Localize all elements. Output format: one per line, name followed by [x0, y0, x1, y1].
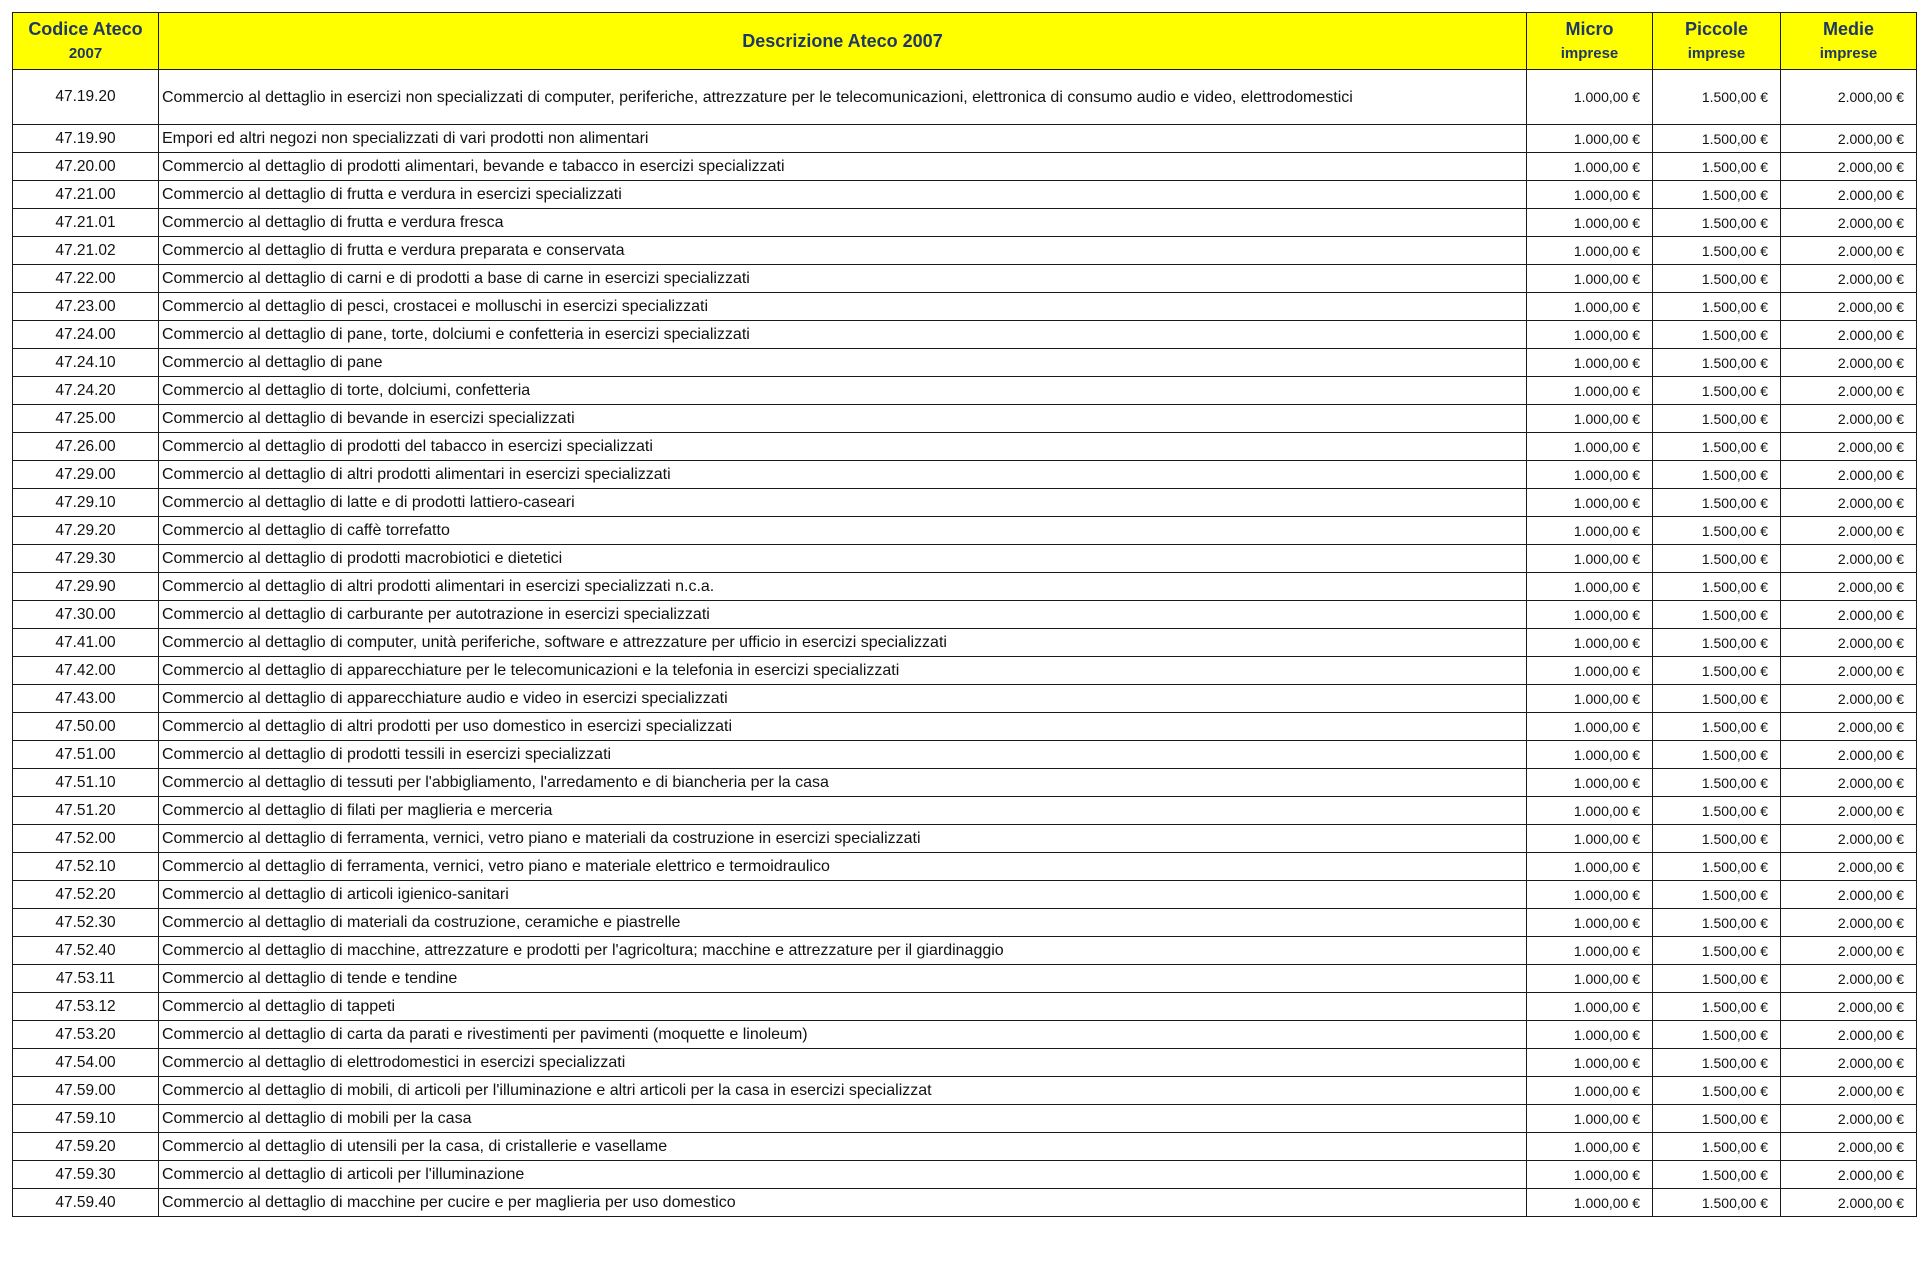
row-code: 47.29.00 — [13, 461, 159, 489]
row-medium-amount: 2.000,00 € — [1781, 293, 1917, 321]
table-row — [13, 601, 1917, 629]
row-medium-amount: 2.000,00 € — [1781, 1021, 1917, 1049]
row-code: 47.29.10 — [13, 489, 159, 517]
row-small-amount: 1.500,00 € — [1653, 825, 1781, 853]
row-code: 47.51.10 — [13, 769, 159, 797]
row-description: Commercio al dettaglio di tende e tendine — [159, 965, 1527, 993]
row-code: 47.59.30 — [13, 1161, 159, 1189]
row-micro-amount: 1.000,00 € — [1527, 769, 1653, 797]
row-medium-amount: 2.000,00 € — [1781, 349, 1917, 377]
row-medium-amount: 2.000,00 € — [1781, 685, 1917, 713]
row-medium-amount: 2.000,00 € — [1781, 265, 1917, 293]
row-code: 47.59.00 — [13, 1077, 159, 1105]
table-row — [13, 937, 1917, 965]
row-medium-amount: 2.000,00 € — [1781, 545, 1917, 573]
row-small-amount: 1.500,00 € — [1653, 1049, 1781, 1077]
table-row — [13, 153, 1917, 181]
row-medium-amount: 2.000,00 € — [1781, 769, 1917, 797]
table-row — [13, 125, 1917, 153]
row-medium-amount: 2.000,00 € — [1781, 713, 1917, 741]
row-description: Commercio al dettaglio di frutta e verdura in esercizi specializzati — [159, 181, 1527, 209]
table-row — [13, 405, 1917, 433]
row-code: 47.52.40 — [13, 937, 159, 965]
row-description: Commercio al dettaglio di frutta e verdura preparata e conservata — [159, 237, 1527, 265]
row-code: 47.43.00 — [13, 685, 159, 713]
row-micro-amount: 1.000,00 € — [1527, 293, 1653, 321]
row-description: Commercio al dettaglio di caffè torrefatto — [159, 517, 1527, 545]
row-code: 47.23.00 — [13, 293, 159, 321]
row-description: Commercio al dettaglio di altri prodotti alimentari in esercizi specializzati n.c.a. — [159, 573, 1527, 601]
row-code: 47.29.90 — [13, 573, 159, 601]
row-code: 47.50.00 — [13, 713, 159, 741]
header-code — [13, 13, 159, 70]
row-medium-amount: 2.000,00 € — [1781, 237, 1917, 265]
row-small-amount: 1.500,00 € — [1653, 573, 1781, 601]
row-code: 47.52.00 — [13, 825, 159, 853]
row-small-amount: 1.500,00 € — [1653, 937, 1781, 965]
row-medium-amount: 2.000,00 € — [1781, 825, 1917, 853]
row-small-amount: 1.500,00 € — [1653, 517, 1781, 545]
row-code: 47.21.00 — [13, 181, 159, 209]
row-code: 47.24.00 — [13, 321, 159, 349]
table-row — [13, 713, 1917, 741]
row-medium-amount: 2.000,00 € — [1781, 321, 1917, 349]
table-row — [13, 825, 1917, 853]
row-description: Commercio al dettaglio di frutta e verdura fresca — [159, 209, 1527, 237]
row-small-amount: 1.500,00 € — [1653, 237, 1781, 265]
row-micro-amount: 1.000,00 € — [1527, 601, 1653, 629]
row-code: 47.20.00 — [13, 153, 159, 181]
row-small-amount: 1.500,00 € — [1653, 1161, 1781, 1189]
row-medium-amount: 2.000,00 € — [1781, 181, 1917, 209]
row-code: 47.22.00 — [13, 265, 159, 293]
row-small-amount: 1.500,00 € — [1653, 293, 1781, 321]
row-small-amount: 1.500,00 € — [1653, 1077, 1781, 1105]
row-medium-amount: 2.000,00 € — [1781, 1105, 1917, 1133]
row-description: Commercio al dettaglio di pane, torte, dolciumi e confetteria in esercizi specializzati — [159, 321, 1527, 349]
row-micro-amount: 1.000,00 € — [1527, 657, 1653, 685]
row-small-amount: 1.500,00 € — [1653, 881, 1781, 909]
row-code: 47.21.01 — [13, 209, 159, 237]
row-small-amount: 1.500,00 € — [1653, 657, 1781, 685]
row-micro-amount: 1.000,00 € — [1527, 965, 1653, 993]
row-description: Commercio al dettaglio di tessuti per l'abbigliamento, l'arredamento e di biancheria per la casa — [159, 769, 1527, 797]
table-row — [13, 377, 1917, 405]
row-code: 47.52.10 — [13, 853, 159, 881]
row-description: Commercio al dettaglio di prodotti macrobiotici e dietetici — [159, 545, 1527, 573]
row-description: Commercio al dettaglio di tappeti — [159, 993, 1527, 1021]
row-medium-amount: 2.000,00 € — [1781, 909, 1917, 937]
row-medium-amount: 2.000,00 € — [1781, 657, 1917, 685]
row-code: 47.24.20 — [13, 377, 159, 405]
row-micro-amount: 1.000,00 € — [1527, 405, 1653, 433]
row-description: Commercio al dettaglio di utensili per la casa, di cristallerie e vasellame — [159, 1133, 1527, 1161]
table-row — [13, 489, 1917, 517]
row-code: 47.59.10 — [13, 1105, 159, 1133]
row-description: Commercio al dettaglio di bevande in esercizi specializzati — [159, 405, 1527, 433]
row-code: 47.24.10 — [13, 349, 159, 377]
row-description: Commercio al dettaglio di mobili per la casa — [159, 1105, 1527, 1133]
row-small-amount: 1.500,00 € — [1653, 685, 1781, 713]
row-small-amount: 1.500,00 € — [1653, 853, 1781, 881]
row-small-amount: 1.500,00 € — [1653, 545, 1781, 573]
row-medium-amount: 2.000,00 € — [1781, 1161, 1917, 1189]
row-micro-amount: 1.000,00 € — [1527, 181, 1653, 209]
row-code: 47.29.30 — [13, 545, 159, 573]
row-micro-amount: 1.000,00 € — [1527, 881, 1653, 909]
row-code: 47.59.40 — [13, 1189, 159, 1217]
header-medium-label: Medie — [1822, 19, 1874, 39]
table-row — [13, 1105, 1917, 1133]
row-micro-amount: 1.000,00 € — [1527, 349, 1653, 377]
table-row — [13, 209, 1917, 237]
row-medium-amount: 2.000,00 € — [1781, 797, 1917, 825]
row-micro-amount: 1.000,00 € — [1527, 741, 1653, 769]
row-small-amount: 1.500,00 € — [1653, 741, 1781, 769]
row-micro-amount: 1.000,00 € — [1527, 573, 1653, 601]
row-micro-amount: 1.000,00 € — [1527, 797, 1653, 825]
row-medium-amount: 2.000,00 € — [1781, 70, 1917, 125]
table-row — [13, 853, 1917, 881]
table-row — [13, 517, 1917, 545]
row-micro-amount: 1.000,00 € — [1527, 125, 1653, 153]
row-code: 47.52.20 — [13, 881, 159, 909]
row-micro-amount: 1.000,00 € — [1527, 1049, 1653, 1077]
row-small-amount: 1.500,00 € — [1653, 125, 1781, 153]
row-description: Commercio al dettaglio di articoli igienico-sanitari — [159, 881, 1527, 909]
row-small-amount: 1.500,00 € — [1653, 433, 1781, 461]
row-description: Commercio al dettaglio di materiali da costruzione, ceramiche e piastrelle — [159, 909, 1527, 937]
row-micro-amount: 1.000,00 € — [1527, 1189, 1653, 1217]
table-row — [13, 1161, 1917, 1189]
table-row — [13, 265, 1917, 293]
table-row — [13, 321, 1917, 349]
row-medium-amount: 2.000,00 € — [1781, 461, 1917, 489]
table-row — [13, 433, 1917, 461]
table-row — [13, 881, 1917, 909]
table-row — [13, 349, 1917, 377]
row-medium-amount: 2.000,00 € — [1781, 1049, 1917, 1077]
row-description: Commercio al dettaglio di elettrodomestici in esercizi specializzati — [159, 1049, 1527, 1077]
row-description: Commercio al dettaglio di mobili, di articoli per l'illuminazione e altri articoli per la casa in esercizi specializzat — [159, 1077, 1527, 1105]
row-code: 47.21.02 — [13, 237, 159, 265]
row-description: Commercio al dettaglio di macchine per cucire e per maglieria per uso domestico — [159, 1189, 1527, 1217]
row-description: Commercio al dettaglio di torte, dolciumi, confetteria — [159, 377, 1527, 405]
row-small-amount: 1.500,00 € — [1653, 181, 1781, 209]
row-medium-amount: 2.000,00 € — [1781, 993, 1917, 1021]
row-description: Commercio al dettaglio di articoli per l'illuminazione — [159, 1161, 1527, 1189]
row-micro-amount: 1.000,00 € — [1527, 153, 1653, 181]
row-code: 47.53.11 — [13, 965, 159, 993]
row-small-amount: 1.500,00 € — [1653, 629, 1781, 657]
row-micro-amount: 1.000,00 € — [1527, 629, 1653, 657]
header-micro-sub: imprese — [1560, 45, 1619, 62]
row-small-amount: 1.500,00 € — [1653, 461, 1781, 489]
table-row — [13, 1133, 1917, 1161]
header-small — [1653, 13, 1781, 70]
row-code: 47.51.00 — [13, 741, 159, 769]
row-medium-amount: 2.000,00 € — [1781, 517, 1917, 545]
row-micro-amount: 1.000,00 € — [1527, 825, 1653, 853]
row-description: Commercio al dettaglio di pane — [159, 349, 1527, 377]
row-micro-amount: 1.000,00 € — [1527, 237, 1653, 265]
row-code: 47.26.00 — [13, 433, 159, 461]
header-row — [13, 13, 1917, 70]
row-medium-amount: 2.000,00 € — [1781, 377, 1917, 405]
row-description: Commercio al dettaglio di prodotti del tabacco in esercizi specializzati — [159, 433, 1527, 461]
row-code: 47.53.20 — [13, 1021, 159, 1049]
row-micro-amount: 1.000,00 € — [1527, 1021, 1653, 1049]
row-medium-amount: 2.000,00 € — [1781, 629, 1917, 657]
row-small-amount: 1.500,00 € — [1653, 601, 1781, 629]
row-code: 47.25.00 — [13, 405, 159, 433]
row-medium-amount: 2.000,00 € — [1781, 573, 1917, 601]
row-code: 47.51.20 — [13, 797, 159, 825]
row-description: Commercio al dettaglio di computer, unità periferiche, software e attrezzature per ufficio in esercizi specializzati — [159, 629, 1527, 657]
row-micro-amount: 1.000,00 € — [1527, 209, 1653, 237]
row-medium-amount: 2.000,00 € — [1781, 937, 1917, 965]
row-micro-amount: 1.000,00 € — [1527, 937, 1653, 965]
row-medium-amount: 2.000,00 € — [1781, 209, 1917, 237]
row-medium-amount: 2.000,00 € — [1781, 433, 1917, 461]
row-micro-amount: 1.000,00 € — [1527, 713, 1653, 741]
table-header — [13, 13, 1917, 70]
row-code: 47.54.00 — [13, 1049, 159, 1077]
table-row — [13, 461, 1917, 489]
row-code: 47.42.00 — [13, 657, 159, 685]
row-small-amount: 1.500,00 € — [1653, 1189, 1781, 1217]
row-micro-amount: 1.000,00 € — [1527, 909, 1653, 937]
row-medium-amount: 2.000,00 € — [1781, 153, 1917, 181]
row-micro-amount: 1.000,00 € — [1527, 70, 1653, 125]
header-description-label: Descrizione Ateco 2007 — [742, 31, 943, 51]
row-small-amount: 1.500,00 € — [1653, 209, 1781, 237]
row-small-amount: 1.500,00 € — [1653, 70, 1781, 125]
table-row — [13, 1189, 1917, 1217]
row-code: 47.30.00 — [13, 601, 159, 629]
table-row — [13, 685, 1917, 713]
header-micro — [1527, 13, 1653, 70]
row-small-amount: 1.500,00 € — [1653, 1021, 1781, 1049]
row-small-amount: 1.500,00 € — [1653, 377, 1781, 405]
row-small-amount: 1.500,00 € — [1653, 321, 1781, 349]
row-description: Commercio al dettaglio di prodotti tessili in esercizi specializzati — [159, 741, 1527, 769]
header-small-sub: imprese — [1687, 45, 1746, 62]
row-micro-amount: 1.000,00 € — [1527, 853, 1653, 881]
row-description: Commercio al dettaglio di apparecchiature audio e video in esercizi specializzati — [159, 685, 1527, 713]
row-small-amount: 1.500,00 € — [1653, 349, 1781, 377]
row-medium-amount: 2.000,00 € — [1781, 489, 1917, 517]
row-description: Commercio al dettaglio di latte e di prodotti lattiero-caseari — [159, 489, 1527, 517]
row-description: Commercio al dettaglio di prodotti alimentari, bevande e tabacco in esercizi specializzati — [159, 153, 1527, 181]
row-code: 47.59.20 — [13, 1133, 159, 1161]
header-code-label: Codice Ateco — [28, 19, 143, 39]
row-description: Commercio al dettaglio di filati per maglieria e merceria — [159, 797, 1527, 825]
row-small-amount: 1.500,00 € — [1653, 713, 1781, 741]
row-description: Commercio al dettaglio di carta da parati e rivestimenti per pavimenti (moquette e linoleum) — [159, 1021, 1527, 1049]
ateco-table — [12, 12, 1917, 1217]
row-description: Empori ed altri negozi non specializzati di vari prodotti non alimentari — [159, 125, 1527, 153]
table-row — [13, 993, 1917, 1021]
row-micro-amount: 1.000,00 € — [1527, 1077, 1653, 1105]
row-small-amount: 1.500,00 € — [1653, 489, 1781, 517]
header-description — [159, 13, 1527, 70]
row-code: 47.19.20 — [13, 70, 159, 125]
row-micro-amount: 1.000,00 € — [1527, 377, 1653, 405]
row-medium-amount: 2.000,00 € — [1781, 405, 1917, 433]
table-body — [13, 70, 1917, 1217]
table-row — [13, 629, 1917, 657]
row-small-amount: 1.500,00 € — [1653, 153, 1781, 181]
row-small-amount: 1.500,00 € — [1653, 993, 1781, 1021]
row-code: 47.53.12 — [13, 993, 159, 1021]
row-code: 47.19.90 — [13, 125, 159, 153]
row-code: 47.41.00 — [13, 629, 159, 657]
row-description: Commercio al dettaglio di ferramenta, vernici, vetro piano e materiale elettrico e termoidraulico — [159, 853, 1527, 881]
row-small-amount: 1.500,00 € — [1653, 1105, 1781, 1133]
table-row — [13, 769, 1917, 797]
row-micro-amount: 1.000,00 € — [1527, 685, 1653, 713]
table-row — [13, 1049, 1917, 1077]
row-micro-amount: 1.000,00 € — [1527, 1133, 1653, 1161]
row-micro-amount: 1.000,00 € — [1527, 461, 1653, 489]
table-row — [13, 741, 1917, 769]
row-small-amount: 1.500,00 € — [1653, 965, 1781, 993]
table-row — [13, 965, 1917, 993]
header-code-year: 2007 — [68, 45, 103, 62]
header-micro-label: Micro — [1565, 19, 1614, 39]
row-micro-amount: 1.000,00 € — [1527, 265, 1653, 293]
row-small-amount: 1.500,00 € — [1653, 797, 1781, 825]
row-description: Commercio al dettaglio in esercizi non specializzati di computer, periferiche, attrezzature per le telecomunicazioni, elettronica di consumo audio e video, elettrodomestici — [159, 70, 1527, 125]
header-small-label: Piccole — [1684, 19, 1749, 39]
row-small-amount: 1.500,00 € — [1653, 265, 1781, 293]
table-row — [13, 657, 1917, 685]
table-row — [13, 1021, 1917, 1049]
row-small-amount: 1.500,00 € — [1653, 405, 1781, 433]
row-micro-amount: 1.000,00 € — [1527, 1105, 1653, 1133]
table-row — [13, 181, 1917, 209]
table-row — [13, 909, 1917, 937]
row-medium-amount: 2.000,00 € — [1781, 853, 1917, 881]
row-medium-amount: 2.000,00 € — [1781, 601, 1917, 629]
row-micro-amount: 1.000,00 € — [1527, 1161, 1653, 1189]
row-medium-amount: 2.000,00 € — [1781, 125, 1917, 153]
row-micro-amount: 1.000,00 € — [1527, 517, 1653, 545]
row-small-amount: 1.500,00 € — [1653, 1133, 1781, 1161]
table-row — [13, 1077, 1917, 1105]
row-small-amount: 1.500,00 € — [1653, 909, 1781, 937]
row-micro-amount: 1.000,00 € — [1527, 489, 1653, 517]
row-medium-amount: 2.000,00 € — [1781, 1077, 1917, 1105]
row-medium-amount: 2.000,00 € — [1781, 1189, 1917, 1217]
row-description: Commercio al dettaglio di macchine, attrezzature e prodotti per l'agricoltura; macchine e attrezzature per il giardinaggio — [159, 937, 1527, 965]
row-description: Commercio al dettaglio di ferramenta, vernici, vetro piano e materiali da costruzione in esercizi specializzati — [159, 825, 1527, 853]
row-description: Commercio al dettaglio di altri prodotti alimentari in esercizi specializzati — [159, 461, 1527, 489]
table-row — [13, 797, 1917, 825]
row-medium-amount: 2.000,00 € — [1781, 741, 1917, 769]
row-micro-amount: 1.000,00 € — [1527, 545, 1653, 573]
row-description: Commercio al dettaglio di apparecchiature per le telecomunicazioni e la telefonia in esercizi specializzati — [159, 657, 1527, 685]
row-description: Commercio al dettaglio di pesci, crostacei e molluschi in esercizi specializzati — [159, 293, 1527, 321]
row-medium-amount: 2.000,00 € — [1781, 1133, 1917, 1161]
row-description: Commercio al dettaglio di carni e di prodotti a base di carne in esercizi specializzati — [159, 265, 1527, 293]
row-medium-amount: 2.000,00 € — [1781, 881, 1917, 909]
row-code: 47.29.20 — [13, 517, 159, 545]
row-micro-amount: 1.000,00 € — [1527, 321, 1653, 349]
row-description: Commercio al dettaglio di altri prodotti per uso domestico in esercizi specializzati — [159, 713, 1527, 741]
header-medium-sub: imprese — [1819, 45, 1878, 62]
table-row — [13, 573, 1917, 601]
row-small-amount: 1.500,00 € — [1653, 769, 1781, 797]
row-medium-amount: 2.000,00 € — [1781, 965, 1917, 993]
row-code: 47.52.30 — [13, 909, 159, 937]
header-medium — [1781, 13, 1917, 70]
row-micro-amount: 1.000,00 € — [1527, 993, 1653, 1021]
row-description: Commercio al dettaglio di carburante per autotrazione in esercizi specializzati — [159, 601, 1527, 629]
table-row — [13, 70, 1917, 125]
table-row — [13, 293, 1917, 321]
row-micro-amount: 1.000,00 € — [1527, 433, 1653, 461]
table-row — [13, 545, 1917, 573]
table-row — [13, 237, 1917, 265]
